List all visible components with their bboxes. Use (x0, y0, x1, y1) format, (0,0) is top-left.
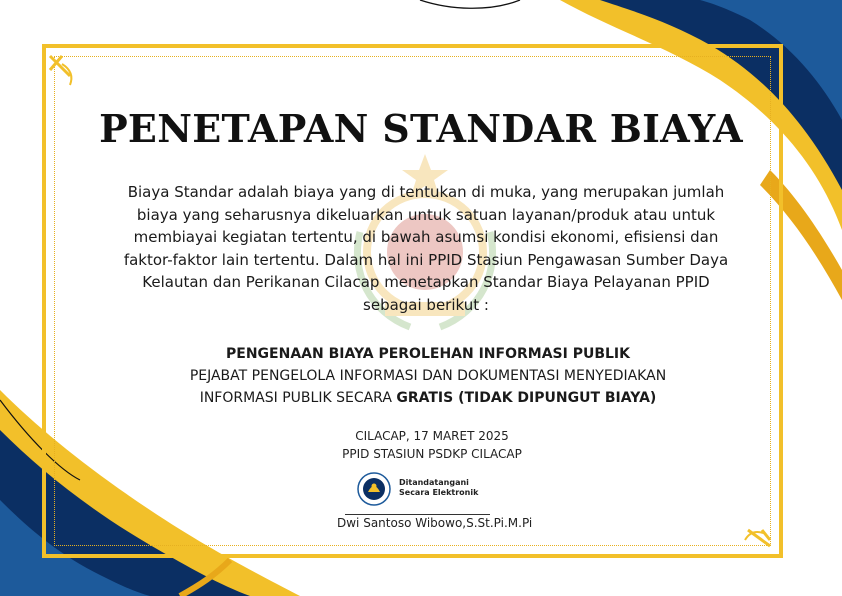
free-of-charge-label: GRATIS (TIDAK DIPUNGUT BIAYA) (396, 390, 657, 406)
esign-line-1: Ditandatangani (399, 478, 469, 487)
notice-line-2-text: INFORMASI PUBLIK SECARA (199, 390, 397, 406)
office-name: PPID STASIUN PSDKP CILACAP (342, 447, 522, 461)
fee-notice (100, 343, 756, 409)
document-title: PENETAPAN STANDAR BIAYA (99, 106, 743, 151)
esign-caption (399, 478, 478, 498)
signature-line (345, 514, 490, 515)
body-paragraph: Biaya Standar adalah biaya yang di tentukan di muka, yang merupakan jumlah biaya yang seharusnya dikeluarkan untuk satuan layanan/produk atau untuk membiayai kegiatan tertentu, di bawah asumsi kondisi ekonomi, efisiensi dan faktor-faktor lain tertentu. Dalam hal ini PPID Stasiun Pengawasan Sumber Daya Kelautan dan Perikanan Cilacap menetapkan Standar Biaya Pelayanan PPID sebagai berikut : (123, 183, 729, 314)
esign-line-2: Secara Elektronik (399, 488, 479, 497)
signature-block (300, 427, 564, 463)
notice-line-2 (100, 387, 756, 409)
signer-name: Dwi Santoso Wibowo,S.St.Pi.M.Pi (337, 516, 533, 530)
place-date: CILACAP, 17 MARET 2025 (355, 429, 509, 443)
bsre-seal-icon (357, 472, 391, 506)
notice-line-1: PEJABAT PENGELOLA INFORMASI DAN DOKUMENTASI MENYEDIAKAN (189, 368, 667, 384)
notice-heading: PENGENAAN BIAYA PEROLEHAN INFORMASI PUBLIK (226, 346, 630, 362)
electronic-signature-badge (357, 472, 517, 506)
